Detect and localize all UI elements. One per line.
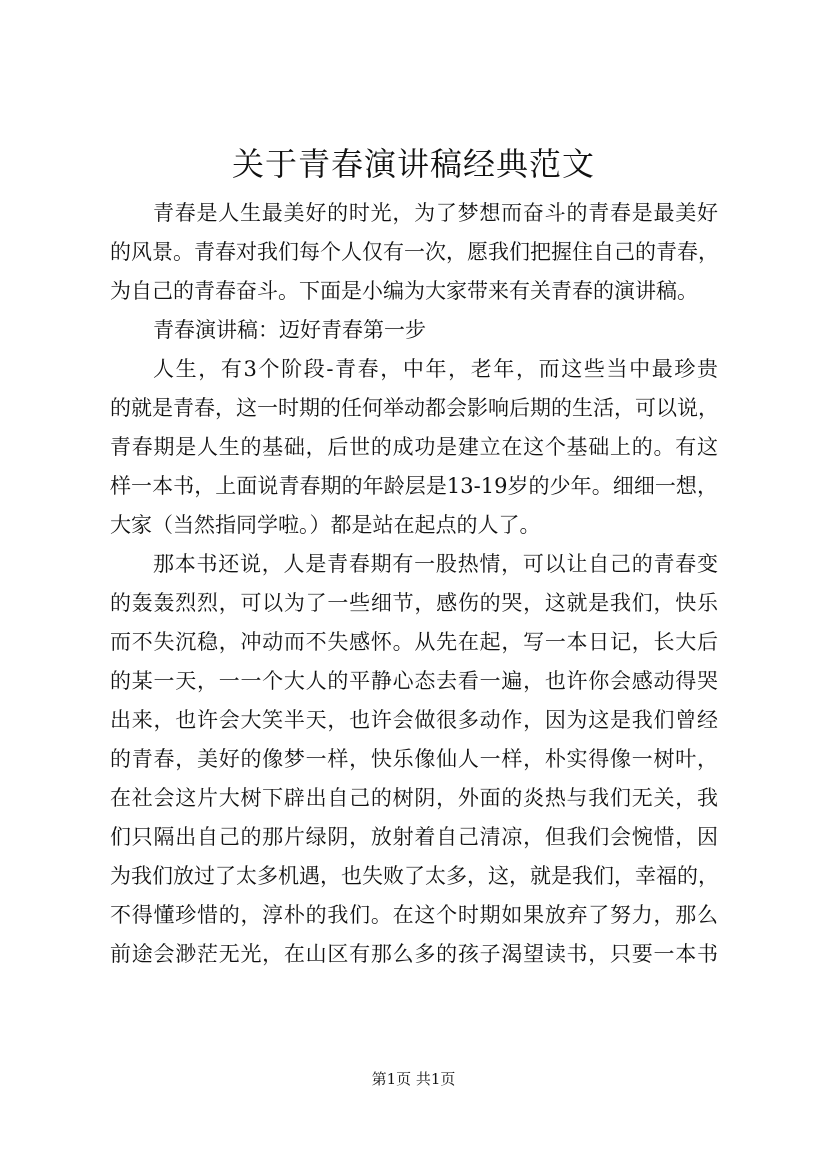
article-body bbox=[110, 194, 718, 974]
paragraph-line: 在社会这片大树下辟出自己的树阴，外面的炎热与我们无关，我 bbox=[110, 786, 718, 810]
paragraph-line: 样一本书，上面说青春期的年龄层是13-19岁的少年。细细一想， bbox=[110, 474, 718, 498]
page-title: 关于青春演讲稿经典范文 bbox=[231, 145, 595, 183]
paragraph-line: 不得懂珍惜的，淳朴的我们。在这个时期如果放弃了努力，那么 bbox=[110, 903, 718, 927]
paragraph-line: 的轰轰烈烈，可以为了一些细节，感伤的哭，这就是我们，快乐 bbox=[110, 591, 718, 615]
paragraph-line: 为我们放过了太多机遇，也失败了太多，这，就是我们，幸福的， bbox=[110, 864, 719, 888]
paragraph-line: 青春是人生最美好的时光，为了梦想而奋斗的青春是最美好 bbox=[153, 201, 718, 225]
paragraph-line: 前途会渺茫无光，在山区有那么多的孩子渴望读书，只要一本书 bbox=[110, 942, 718, 966]
paragraph-line: 大家（当然指同学啦。）都是站在起点的人了。 bbox=[110, 513, 541, 537]
paragraph-line: 人生，有3个阶段-青春，中年，老年，而这些当中最珍贵 bbox=[153, 357, 718, 381]
paragraph-line: 那本书还说，人是青春期有一股热情，可以让自己的青春变 bbox=[153, 552, 718, 576]
paragraph-line: 出来，也许会大笑半天，也许会做很多动作，因为这是我们曾经 bbox=[110, 708, 718, 732]
paragraph-line: 而不失沉稳，冲动而不失感怀。从先在起，写一本日记，长大后 bbox=[110, 630, 718, 654]
section-heading: 青春演讲稿：迈好青春第一步 bbox=[153, 318, 426, 342]
paragraph-line: 们只隔出自己的那片绿阴，放射着自己清凉，但我们会惋惜，因 bbox=[110, 825, 718, 849]
page-number: 第1页 共1页 bbox=[371, 1070, 456, 1088]
paragraph-line: 的风景。青春对我们每个人仅有一次，愿我们把握住自己的青春， bbox=[110, 240, 719, 264]
paragraph-line: 的青春，美好的像梦一样，快乐像仙人一样，朴实得像一树叶， bbox=[110, 747, 718, 771]
paragraph-line: 的就是青春，这一时期的任何举动都会影响后期的生活，可以说， bbox=[110, 396, 719, 420]
paragraph-line: 为自己的青春奋斗。下面是小编为大家带来有关青春的演讲稿。 bbox=[110, 279, 698, 303]
paragraph-line: 的某一天，一一个大人的平静心态去看一遍，也许你会感动得哭 bbox=[110, 669, 718, 693]
paragraph-line: 青春期是人生的基础，后世的成功是建立在这个基础上的。有这 bbox=[110, 435, 718, 459]
